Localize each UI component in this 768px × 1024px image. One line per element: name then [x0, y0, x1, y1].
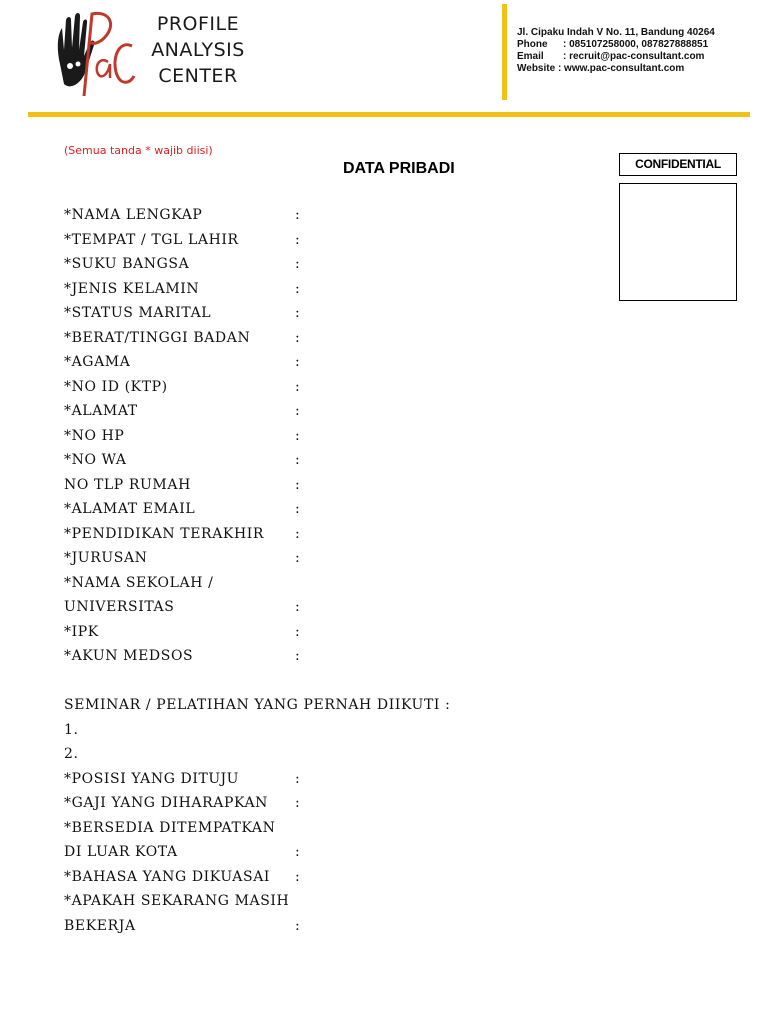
form-line	[64, 277, 450, 302]
form-line	[64, 448, 450, 473]
website-value: : www.pac-consultant.com	[557, 63, 685, 74]
form-line	[64, 742, 450, 767]
field-label: 1.	[64, 721, 79, 738]
field-label: *NAMA SEKOLAH /	[64, 574, 214, 591]
field-colon: :	[295, 403, 301, 419]
form-line	[64, 791, 450, 816]
company-name	[150, 11, 246, 89]
field-label: NO TLP RUMAH	[64, 476, 191, 493]
field-label: *TEMPAT / TGL LAHIR	[64, 231, 239, 248]
logo-line-1: PROFILE	[156, 13, 240, 35]
form-line	[64, 669, 450, 694]
field-colon: :	[295, 795, 301, 811]
form-line	[64, 840, 450, 865]
pac-logo-icon	[48, 6, 138, 102]
field-colon: :	[295, 550, 301, 566]
letterhead	[0, 0, 768, 112]
field-colon: :	[295, 917, 301, 934]
field-colon: :	[295, 354, 301, 370]
field-colon: :	[295, 256, 301, 272]
header-divider	[502, 4, 507, 100]
address: Jl. Cipaku Indah V No. 11, Bandung 40264	[517, 27, 715, 38]
form-line	[64, 865, 450, 890]
field-colon: :	[295, 501, 301, 517]
contact-block	[517, 27, 715, 75]
field-label: *BAHASA YANG DIKUASAI	[64, 868, 271, 885]
form-line	[64, 595, 450, 620]
required-note: (Semua tanda * wajib diisi)	[64, 144, 213, 157]
photo-box	[619, 183, 737, 301]
form-line	[64, 816, 450, 841]
field-colon: :	[295, 280, 301, 297]
field-label: *IPK	[64, 623, 99, 640]
field-label: *NO WA	[64, 452, 127, 468]
form-line	[64, 228, 450, 253]
field-colon: :	[295, 427, 301, 444]
field-label: UNIVERSITAS	[64, 599, 175, 615]
field-label: *BERAT/TINGGI BADAN	[64, 329, 251, 346]
form-line	[64, 522, 450, 547]
field-label: *ALAMAT	[64, 403, 138, 419]
field-colon: :	[295, 231, 301, 248]
field-colon: :	[295, 599, 301, 615]
header-rule	[28, 112, 750, 117]
field-label: *NO HP	[64, 427, 125, 444]
form-line	[64, 350, 450, 375]
email-value: : recruit@pac-consultant.com	[563, 51, 705, 62]
form-line	[64, 375, 450, 400]
form-line	[64, 546, 450, 571]
form-line	[64, 473, 450, 498]
field-colon: :	[295, 770, 301, 787]
form-line	[64, 620, 450, 645]
field-colon: :	[295, 378, 301, 395]
field-label: *ALAMAT EMAIL	[64, 501, 196, 517]
field-label: *AGAMA	[64, 354, 131, 370]
field-label: *PENDIDIKAN TERAKHIR	[64, 525, 265, 542]
form-line	[64, 767, 450, 792]
form-line	[64, 424, 450, 449]
logo-line-2: ANALYSIS	[151, 39, 245, 61]
field-colon: :	[295, 305, 301, 321]
field-label: *JENIS KELAMIN	[64, 280, 200, 297]
confidential-label: CONFIDENTIAL	[619, 153, 737, 176]
field-label: *NAMA LENGKAP	[64, 207, 203, 223]
form-line	[64, 718, 450, 743]
form-line	[64, 326, 450, 351]
field-colon: :	[295, 648, 301, 664]
field-label: SEMINAR / PELATIHAN YANG PERNAH DIIKUTI :	[64, 697, 451, 713]
form-line	[64, 644, 450, 669]
phone-value: : 085107258000, 087827888851	[563, 39, 709, 50]
form-line	[64, 693, 450, 718]
field-colon: :	[295, 525, 301, 542]
form-line	[64, 914, 450, 939]
field-colon: :	[295, 844, 301, 860]
field-label: 2.	[64, 746, 79, 762]
field-label: *NO ID (KTP)	[64, 378, 168, 395]
website-row	[517, 63, 715, 75]
field-colon: :	[295, 476, 301, 493]
field-label: *POSISI YANG DITUJU	[64, 770, 240, 787]
field-colon: :	[295, 207, 301, 223]
field-label: *APAKAH SEKARANG MASIH	[64, 893, 290, 909]
form-line	[64, 497, 450, 522]
form-line	[64, 203, 450, 228]
field-label: *AKUN MEDSOS	[64, 648, 194, 664]
phone-label: Phone	[517, 39, 548, 50]
form-line	[64, 889, 450, 914]
field-colon: :	[295, 452, 301, 468]
field-label: *JURUSAN	[64, 550, 148, 566]
field-colon: :	[295, 329, 301, 346]
email-row	[517, 51, 715, 63]
form-line	[64, 571, 450, 596]
phone-row	[517, 39, 715, 51]
field-label: *BERSEDIA DITEMPATKAN	[64, 819, 276, 836]
field-colon: :	[295, 868, 301, 885]
form-fields	[64, 203, 450, 938]
field-label: *STATUS MARITAL	[64, 305, 212, 321]
email-label: Email	[517, 51, 544, 62]
field-label: DI LUAR KOTA	[64, 844, 178, 860]
form-line	[64, 399, 450, 424]
form-line	[64, 301, 450, 326]
field-colon: :	[295, 623, 301, 640]
website-label: Website	[517, 63, 556, 74]
logo-line-3: CENTER	[158, 65, 238, 87]
field-label: *GAJI YANG DIHARAPKAN	[64, 795, 269, 811]
field-label: BEKERJA	[64, 917, 136, 934]
field-label: *SUKU BANGSA	[64, 256, 190, 272]
form-line	[64, 252, 450, 277]
form-title: DATA PRIBADI	[343, 160, 455, 177]
